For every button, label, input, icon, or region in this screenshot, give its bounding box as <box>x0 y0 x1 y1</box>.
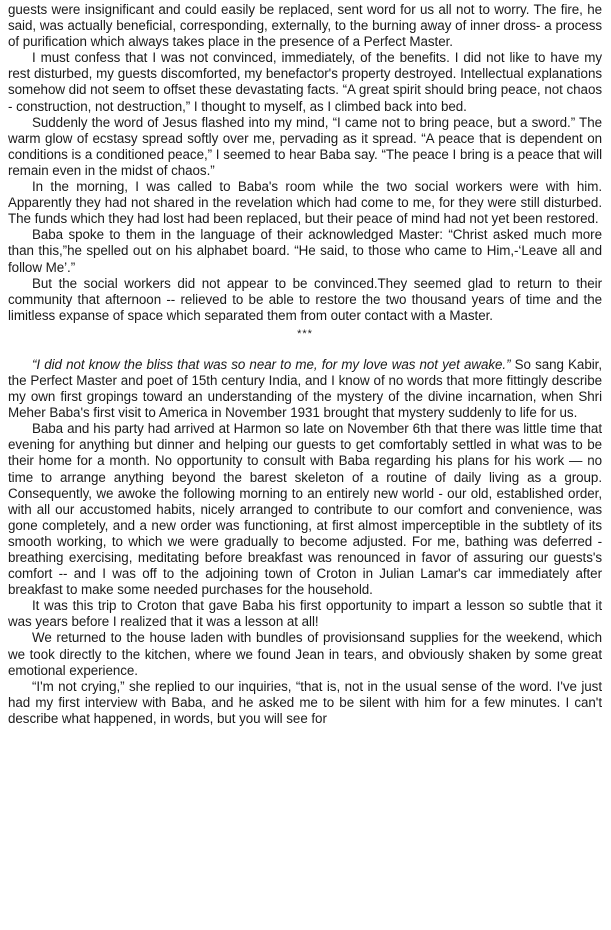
paragraph: Baba and his party had arrived at Harmon so late on November 6th that there was little time that evening for anything but dinner and helping our guests to get comfortably settled in what was to be their home for a month. No opportunity to consult with Baba regarding his plans for his work — no time to arrange anything beyond the barest skeleton of a routine of daily living as a group. Consequently, we awoke the following morning to an entirely new world - our old, established order, with all our accustomed habits, nicely arranged to contribute to our comfort and convenience, was gone completely, and a new order was functioning, at first almost imperceptible in the subtlety of its smooth working, to which we were gradually to become adjusted. For me, bathing was deferred - breathing exercising, meditating before breakfast was renounced in favor of assuring our guests's comfort -- and I was off to the adjoining town of Croton in Julian Lamar's car immediately after breakfast to make some needed purchases for the household. <box>8 421 602 598</box>
paragraph: “I'm not crying,” she replied to our inquiries, “that is, not in the usual sense of the word. I've just had my first interview with Baba, and he asked me to be silent with him for a few minutes. I can't describe what happened, in words, but you will see for <box>8 678 602 726</box>
paragraph: In the morning, I was called to Baba's room while the two social workers were with him. Apparently they had not shared in the revelation which had come to me, for they were still disturbed. The funds which they had lost had been replaced, but their peace of mind had not yet been restored. <box>8 179 602 227</box>
section-separator: *** <box>297 327 313 340</box>
kabir-quote-paragraph <box>8 357 602 421</box>
quote-continuation: So sang Kabir, the Perfect Master and poet of 15th century India, and I know of no words that more fittingly describe my own first gropings toward an understanding of the mystery of the divine incarnation, when Shri Meher Baba's first visit to America in November 1931 brought that mystery suddenly to life for us. <box>8 356 602 421</box>
paragraph: guests were insignificant and could easily be replaced, sent word for us all not to worry. The fire, he said, was actually beneficial, corresponding, externally, to the burning away of inner dross- a process of purification which always takes place in the presence of a Perfect Master. <box>8 2 602 50</box>
paragraph: But the social workers did not appear to be convinced.They seemed glad to return to their community that afternoon -- relieved to be able to restore the two thousand years of time and the limitless expanse of space which separated them from outer contact with a Master. <box>8 275 602 323</box>
paragraph: It was this trip to Croton that gave Baba his first opportunity to impart a lesson so subtle that it was years before I realized that it was a lesson at all! <box>8 598 602 630</box>
paragraph: Suddenly the word of Jesus flashed into my mind, “I came not to bring peace, but a sword.” The warm glow of ecstasy spread softly over me, pervading as it spread. “A peace that is dependent on conditions is a conditioned peace,” I seemed to hear Baba say. “The peace I bring is a peace that will remain even in the midst of chaos.” <box>8 114 602 178</box>
kabir-quote: “I did not know the bliss that was so near to me, for my love was not yet awake.” <box>32 356 511 372</box>
paragraph: We returned to the house laden with bundles of provisionsand supplies for the weekend, which we took directly to the kitchen, where we found Jean in tears, and obviously shaken by some great emotional experience. <box>8 630 602 678</box>
paragraph: Baba spoke to them in the language of their acknowledged Master: “Christ asked much more than this,”he spelled out on his alphabet board. “He said, to those who came to Him,-‘Leave all and follow Me’.” <box>8 227 602 275</box>
paragraph: I must confess that I was not convinced, immediately, of the benefits. I did not like to have my rest disturbed, my guests discomforted, my benefactor's property destroyed. Intellectual explanations somehow did not seem to offset these devastating facts. “A great spirit should bring peace, not chaos - construction, not destruction,” I thought to myself, as I climbed back into bed. <box>8 50 602 114</box>
